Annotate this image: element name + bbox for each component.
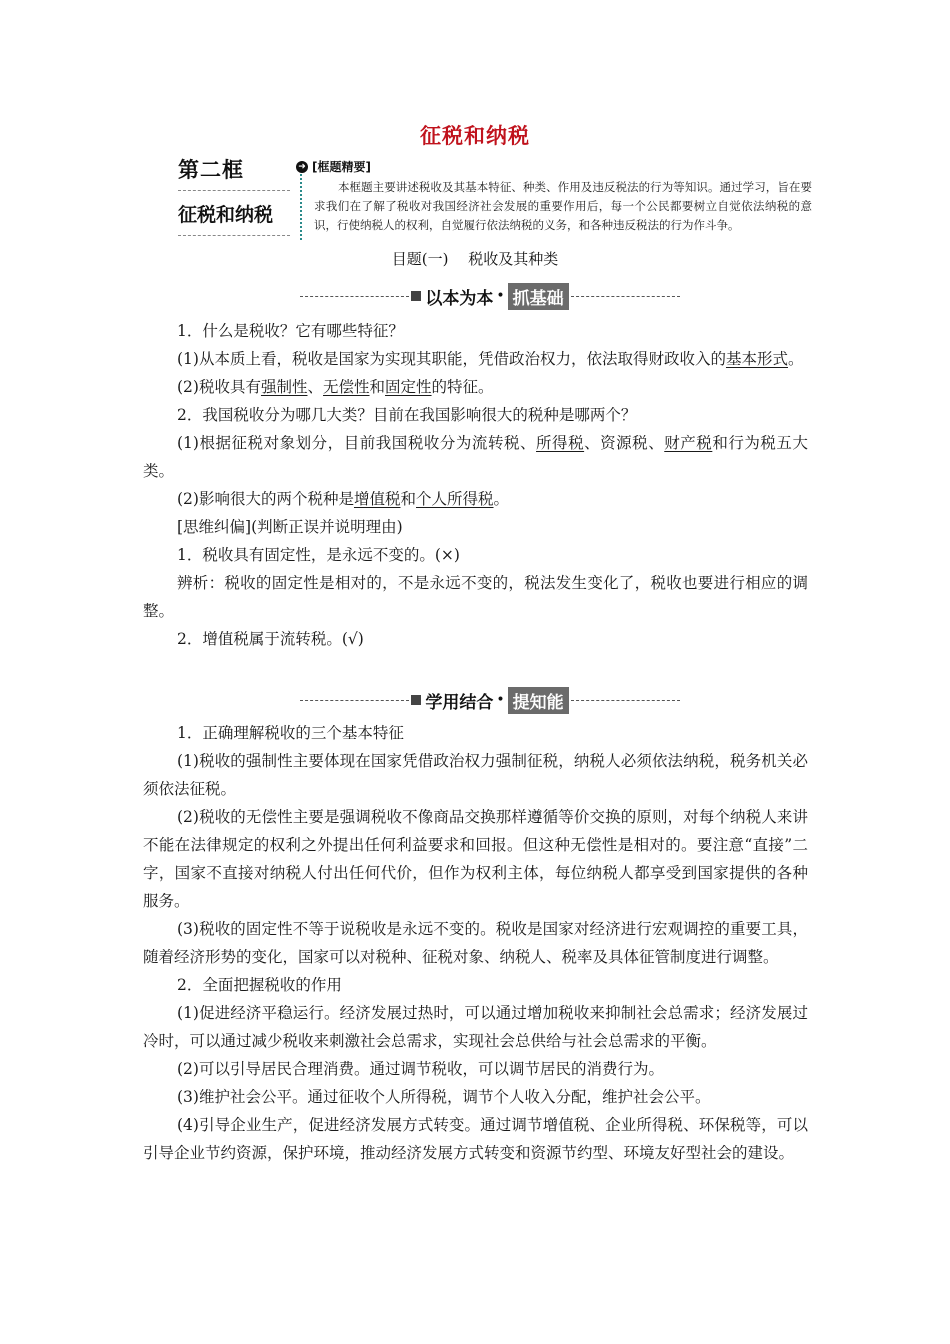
divider [300,296,409,297]
paragraph: (3)税收的固定性不等于说税收是永远不变的。税收是国家对经济进行宏观调控的重要工具，随着经济形势的变化，国家可以对税种、征税对象、纳税人、税率及具体征管制度进行调整。 [143,920,808,966]
topic-heading: 目题(一) 税收及其种类 [391,250,559,268]
section-label: 学用结合 [425,692,494,713]
summary-text: 本框题主要讲述税收及其基本特征、种类、作用及违反税法的行为等知识。通过学习，旨在要求我们在了解了税收对我国经济社会发展的重要作用后，每一个公民都要树立自觉依法纳税的意识，行使纳税人的权利，自觉履行依法纳税的义务，和各种违反税法的行为作斗争。 [314,180,812,232]
key-term: 增值税 [353,490,401,508]
paragraph: (2)可以引导居民合理消费。通过调节税收，可以调节居民的消费行为。 [177,1060,664,1078]
arrow-right-icon: ➜ [296,161,308,173]
key-term: 无偿性 [323,378,370,396]
answer: (1)从本质上看，税收是国家为实现其职能，凭借政治权力，依法取得财政收入的基本形式。 [177,350,804,368]
section-banner-basics [300,283,680,309]
key-term: 固定性 [385,378,432,396]
answer: (2)影响很大的两个税种是增值税和个人所得税。 [177,490,510,508]
basics-content [143,317,808,653]
judgement-item: 1．税收具有固定性，是永远不变的。(×) [177,546,460,564]
key-term: 个人所得税 [416,490,494,508]
paragraph: (3)维护社会公平。通过征收个人所得税，调节个人收入分配，维护社会公平。 [177,1088,711,1106]
answer: (1)根据征税对象划分，目前我国税收分为流转税、所得税、资源税、财产税和行为税五大类。 [143,434,808,480]
divider [571,700,680,701]
section-label: 以本为本 [425,288,494,309]
heading-item: 2．全面把握税收的作用 [177,976,342,994]
answer: (2)税收具有强制性、无偿性和固定性的特征。 [177,378,494,396]
section-boxed-label: 抓基础 [508,283,569,310]
paragraph: (2)税收的无偿性主要是强调税收不像商品交换那样遵循等价交换的原则，对每个纳税人来讲不能在法律规定的权利之外提出任何利益要求和回报。但这种无偿性是相对的。要注意“直接”二字，国家不直接对纳税人付出任何代价，但作为权利主体，每位纳税人都享受到国家提供的各种服务。 [143,808,808,910]
divider [571,296,680,297]
heading-item: 1．正确理解税收的三个基本特征 [177,724,404,742]
key-term: 财产税 [664,434,713,452]
section-banner-skills [300,687,680,713]
divider [300,700,409,701]
skills-content [143,719,808,1167]
key-term: 强制性 [260,378,308,396]
paragraph: (4)引导企业生产，促进经济发展方式转变。通过调节增值税、企业所得税、环保税等，可以引导企业节约资源，保护环境，推动经济发展方式转变和资源节约型、环境友好型社会的建设。 [143,1116,808,1162]
frame-header [178,156,290,236]
paragraph: (1)促进经济平稳运行。经济发展过热时，可以通过增加税收来抑制社会总需求；经济发展过冷时，可以通过减少税收来刺激社会总需求，实现社会总供给与社会总需求的平衡。 [143,1004,808,1050]
section-dot: • [496,288,505,304]
summary-heading-label: [框题精要] [312,160,371,174]
square-icon [411,695,421,705]
key-term: 基本形式 [725,350,788,368]
key-term: 所得税 [536,434,585,452]
judgement-item: 2．增值税属于流转税。(√) [177,630,364,648]
question: 1．什么是税收？它有哪些特征？ [177,322,404,340]
frame-label: 第二框 [178,156,290,191]
paragraph: (1)税收的强制性主要体现在国家凭借政治权力强制征税，纳税人必须依法纳税，税务机关必须依法征税。 [143,752,808,798]
frame-divider [300,170,302,240]
section-dot: • [496,692,505,708]
square-icon [411,291,421,301]
judgement-analysis: 辨析：税收的固定性是相对的，不是永远不变的，税法发生变化了，税收也要进行相应的调整。 [143,574,808,620]
section-boxed-label: 提知能 [508,687,569,714]
frame-subtitle: 征税和纳税 [178,201,290,236]
think-heading: [思维纠偏](判断正误并说明理由) [177,518,403,536]
question: 2．我国税收分为哪几大类？目前在我国影响很大的税种是哪两个？ [177,406,637,424]
summary-heading [296,158,371,175]
page-title: 征税和纳税 [420,123,530,148]
